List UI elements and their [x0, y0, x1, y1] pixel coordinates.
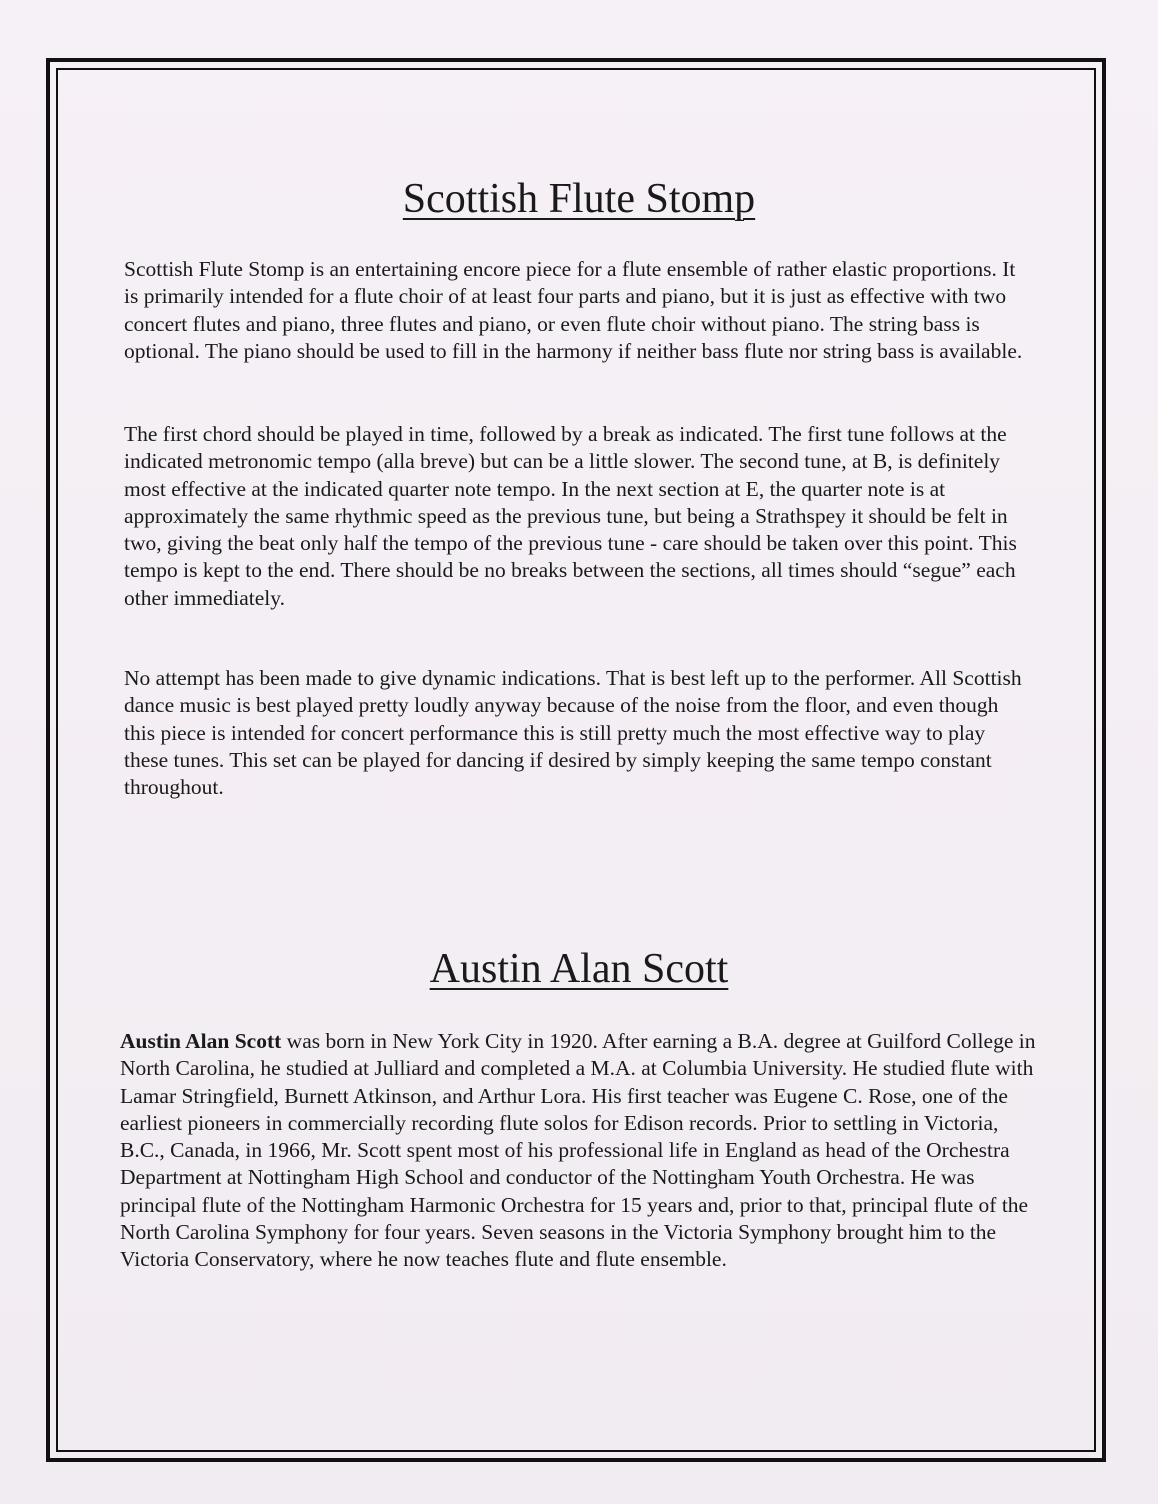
paragraph-text: The first chord should be played in time, followed by a break as indicated. The first tune follows at the indicated metronomic tempo (alla breve) but can be a little slower. The second tune, at B, is definitely most effective at the indicated quarter note tempo. In the next section at E, the quarter note is at approximately the same rhythmic speed as the previous tune, but being a Strathspey it should be felt in two, giving the beat only half the tempo of the previous tune - care should be taken over this point. This tempo is kept to the end. There should be no breaks between the sections, all times should “segue” each other immediately. [124, 422, 1017, 610]
paragraph-text: No attempt has been made to give dynamic indications. That is best left up to the performer. All Scottish dance music is best played pretty loudly anyway because of the noise from the floor, and even though this piece is intended for concert performance this is still pretty much the most effective way to play these tunes. This set can be played for dancing if desired by simply keeping the same tempo constant throughout. [124, 666, 1022, 800]
composer-name: Austin Alan Scott [120, 1029, 282, 1053]
tempo-paragraph [124, 421, 1034, 612]
piece-title: Scottish Flute Stomp [402, 176, 756, 222]
biography-paragraph [120, 1028, 1036, 1274]
composer-title: Austin Alan Scott [429, 946, 729, 992]
intro-paragraph [124, 256, 1034, 365]
dynamics-paragraph [124, 665, 1034, 801]
biography-body: was born in New York City in 1920. After earning a B.A. degree at Guilford College in North Carolina, he studied at Julliard and completed a M.A. at Columbia University. He studied flute with Lamar Stringfield, Burnett Atkinson, and Arthur Lora. His first teacher was Eugene C. Rose, one of the earliest pioneers in commercially recording flute solos for Edison records. Prior to settling in Victoria, B.C., Canada, in 1966, Mr. Scott spent most of his professional life in England as head of the Orchestra Department at Nottingham High School and conductor of the Nottingham Youth Orchestra. He was principal flute of the Nottingham Harmonic Orchestra for 15 years and, prior to that, principal flute of the North Carolina Symphony for four years. Seven seasons in the Victoria Symphony brought him to the Victoria Conservatory, where he now teaches flute and flute ensemble. [120, 1029, 1036, 1272]
biography-text [120, 1028, 1036, 1274]
paragraph-text: Scottish Flute Stomp is an entertaining encore piece for a flute ensemble of rather elastic proportions. It is primarily intended for a flute choir of at least four parts and piano, but it is just as effective with two concert flutes and piano, three flutes and piano, or even flute choir without piano. The string bass is optional. The piano should be used to fill in the harmony if neither bass flute nor string bass is available. [124, 257, 1023, 363]
